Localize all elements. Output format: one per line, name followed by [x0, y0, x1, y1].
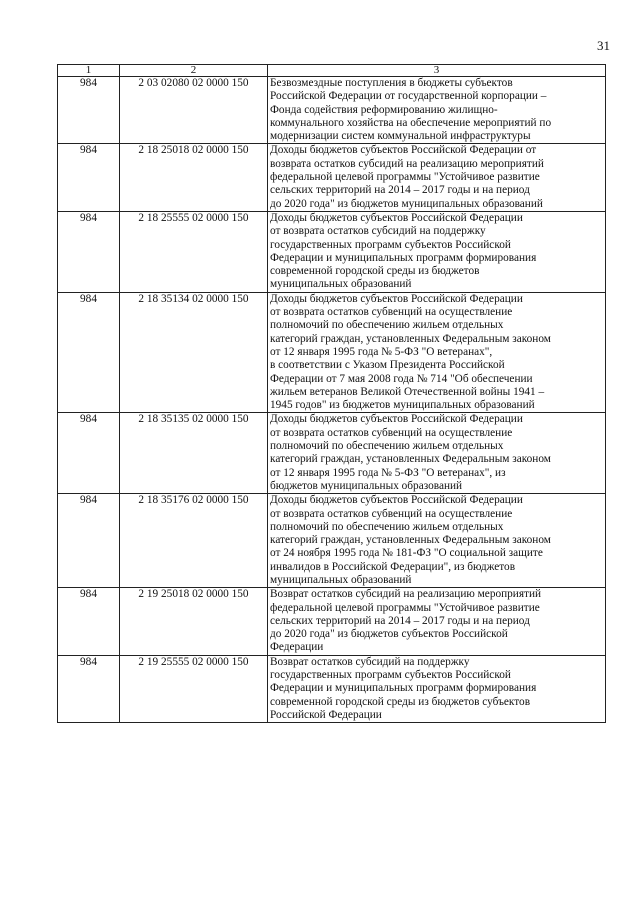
column-header-3: 3 [268, 65, 606, 77]
description-line: Возврат остатков субсидий на поддержку [270, 655, 470, 668]
revenue-description-cell [268, 77, 606, 144]
table-row [58, 413, 606, 494]
description-line: категорий граждан, установленных Федеральным законом [270, 534, 551, 547]
admin-code-cell: 984 [58, 494, 120, 588]
description-line: от возврата остатков субсидий на поддержку [270, 225, 486, 238]
description-line: Возврат остатков субсидий на реализацию мероприятий [270, 588, 542, 601]
description-line: полномочий по обеспечению жильем отдельных [270, 520, 504, 533]
admin-code-cell: 984 [58, 655, 120, 722]
description-line: от 12 января 1995 года № 5-ФЗ "О ветеранах", из [270, 466, 506, 479]
admin-code-cell: 984 [58, 413, 120, 494]
description-line: от возврата остатков субвенций на осуществление [270, 306, 513, 319]
table-row [58, 77, 606, 144]
revenue-description-cell [268, 494, 606, 588]
revenue-description-cell [268, 292, 606, 413]
revenue-description-cell [268, 211, 606, 292]
budget-classification-code-cell: 2 18 35135 02 0000 150 [120, 413, 268, 494]
budget-classification-code-cell: 2 19 25555 02 0000 150 [120, 655, 268, 722]
description-line: полномочий по обеспечению жильем отдельных [270, 319, 504, 332]
description-line: Федерации [270, 641, 324, 654]
description-line: категорий граждан, установленных Федеральным законом [270, 332, 551, 345]
table-row [58, 292, 606, 413]
column-header-1: 1 [58, 65, 120, 77]
description-line: модернизации систем коммунальной инфраструктуры [270, 130, 531, 143]
description-line: государственных программ субъектов Российской [270, 238, 511, 251]
description-line: федеральной целевой программы "Устойчивое развитие [270, 171, 540, 184]
description-line: муниципальных образований [270, 573, 412, 586]
revenue-description-cell [268, 413, 606, 494]
budget-classification-code-cell: 2 03 02080 02 0000 150 [120, 77, 268, 144]
description-line: Фонда содействия реформированию жилищно- [270, 103, 498, 116]
description-line: до 2020 года" из бюджетов субъектов Российской [270, 628, 508, 641]
description-line: Доходы бюджетов субъектов Российской Федерации [270, 211, 523, 224]
header-row [58, 65, 606, 77]
table-body [58, 77, 606, 723]
description-line: сельских территорий на 2014 – 2017 годы и на период [270, 184, 530, 197]
admin-code-cell: 984 [58, 77, 120, 144]
description-line: от возврата остатков субвенций на осуществление [270, 426, 513, 439]
description-line: инвалидов в Российской Федерации", из бюджетов [270, 560, 516, 573]
admin-code-cell: 984 [58, 144, 120, 211]
table-row [58, 655, 606, 722]
description-line: до 2020 года" из бюджетов муниципальных образований [270, 197, 543, 210]
description-line: Доходы бюджетов субъектов Российской Федерации [270, 413, 523, 426]
description-line: 1945 годов" из бюджетов муниципальных образований [270, 399, 535, 412]
description-line: бюджетов муниципальных образований [270, 479, 463, 492]
page-number: 31 [597, 38, 610, 53]
table-row [58, 588, 606, 655]
column-header-2: 2 [120, 65, 268, 77]
description-line: современной городской среды из бюджетов [270, 265, 480, 278]
description-line: Доходы бюджетов субъектов Российской Федерации [270, 292, 523, 305]
table-row [58, 144, 606, 211]
revenue-description-cell [268, 655, 606, 722]
revenue-description-cell [268, 588, 606, 655]
admin-code-cell: 984 [58, 292, 120, 413]
description-line: Российской Федерации [270, 708, 382, 721]
budget-classification-code-cell: 2 19 25018 02 0000 150 [120, 588, 268, 655]
description-line: Федерации и муниципальных программ формирования [270, 251, 537, 264]
description-line: Доходы бюджетов субъектов Российской Федерации от [270, 144, 537, 157]
description-line: коммунального хозяйства на обеспечение мероприятий по [270, 116, 552, 129]
description-line: от 24 ноября 1995 года № 181-ФЗ "О социальной защите [270, 547, 543, 560]
description-line: муниципальных образований [270, 278, 412, 291]
description-line: в соответствии с Указом Президента Российской [270, 359, 505, 372]
description-line: Безвозмездные поступления в бюджеты субъектов [270, 77, 513, 89]
description-line: Федерации и муниципальных программ формирования [270, 682, 537, 695]
revenue-description-cell [268, 144, 606, 211]
budget-classification-code-cell: 2 18 35134 02 0000 150 [120, 292, 268, 413]
table-row [58, 211, 606, 292]
budget-classification-code-cell: 2 18 25555 02 0000 150 [120, 211, 268, 292]
description-line: современной городской среды из бюджетов субъектов [270, 695, 531, 708]
budget-classification-code-cell: 2 18 35176 02 0000 150 [120, 494, 268, 588]
description-line: возврата остатков субсидий на реализацию мероприятий [270, 157, 544, 170]
description-line: Доходы бюджетов субъектов Российской Федерации [270, 494, 523, 507]
admin-code-cell: 984 [58, 588, 120, 655]
description-line: жильем ветеранов Великой Отечественной войны 1941 – [270, 385, 545, 398]
description-line: Федерации от 7 мая 2008 года № 714 "Об обеспечении [270, 372, 533, 385]
budget-classification-code-cell: 2 18 25018 02 0000 150 [120, 144, 268, 211]
description-line: федеральной целевой программы "Устойчивое развитие [270, 601, 540, 614]
budget-codes-table [57, 64, 606, 723]
description-line: категорий граждан, установленных Федеральным законом [270, 453, 551, 466]
description-line: полномочий по обеспечению жильем отдельных [270, 440, 504, 453]
description-line: государственных программ субъектов Российской [270, 669, 511, 682]
description-line: от 12 января 1995 года № 5-ФЗ "О ветеранах", [270, 345, 493, 358]
admin-code-cell: 984 [58, 211, 120, 292]
description-line: от возврата остатков субвенций на осуществление [270, 507, 513, 520]
description-line: Российской Федерации от государственной корпорации – [270, 90, 547, 103]
table-row [58, 494, 606, 588]
description-line: сельских территорий на 2014 – 2017 годы и на период [270, 614, 530, 627]
